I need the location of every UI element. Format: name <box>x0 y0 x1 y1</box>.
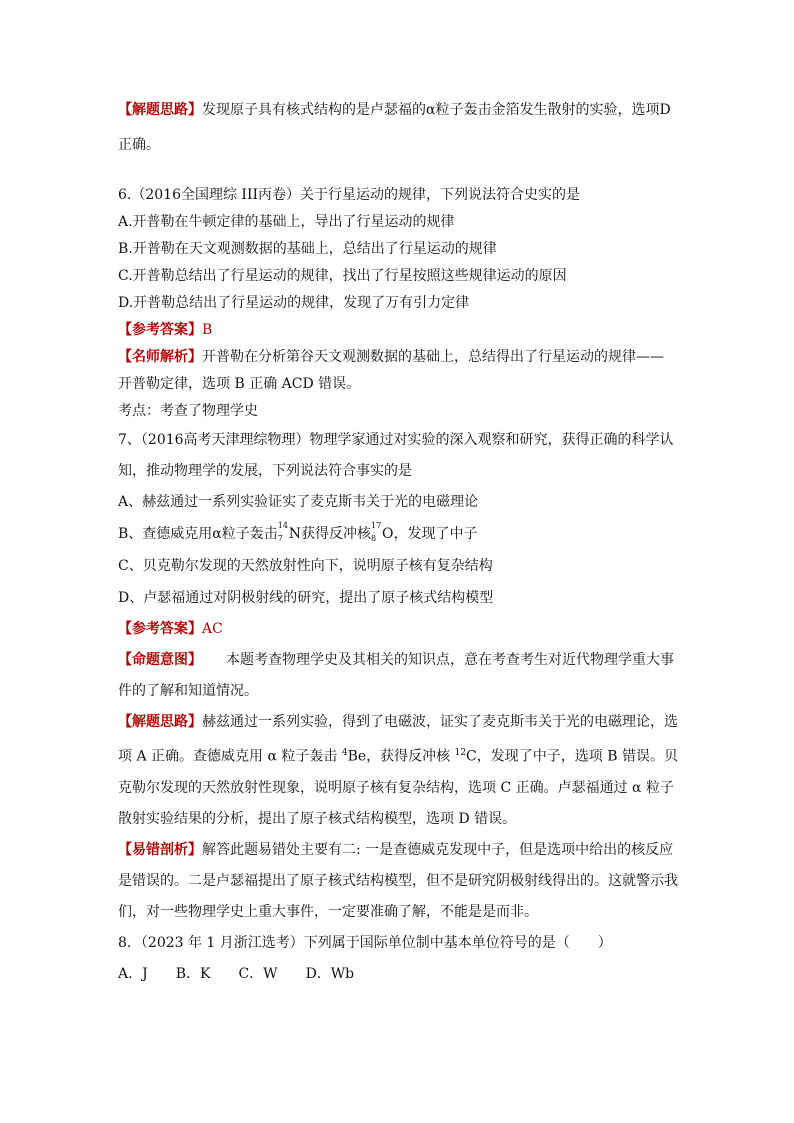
isotope-number: 7 <box>277 534 283 543</box>
question-7-idea-line1 <box>118 712 683 732</box>
question-7-intent-line2: 件的了解和知道情况。 <box>118 683 258 699</box>
question-6-option-b: B.开普勒在天文观测数据的基础上，总结出了行星运动的规律 <box>118 241 497 257</box>
analysis-text: 开普勒在分析第谷天文观测数据的基础上，总结得出了行星运动的规律—— <box>202 349 664 365</box>
intent-tag: 【命题意图】 <box>118 652 202 668</box>
idea-text: 赫兹通过一系列实验，得到了电磁波，证实了麦克斯韦关于光的电磁理论，选 <box>202 714 678 730</box>
analysis-tag: 【名师解析】 <box>118 349 202 365</box>
question-7-option-c: C、贝克勒尔发现的天然放射性向下，说明原子核有复杂结构 <box>118 558 493 574</box>
question-7-option-b <box>118 521 683 544</box>
question-7-idea-line2 <box>118 743 683 767</box>
isotope-mass: 14 <box>277 521 288 530</box>
answer-value: AC <box>202 621 223 637</box>
option-b-middle: 获得反冲核 <box>301 526 371 542</box>
question-7-idea-line3: 克勒尔发现的天然放射性现象，说明原子核有复杂结构，选项 C 正确。卢瑟福通过 α 粒子 <box>118 779 674 796</box>
question-6-point: 考点：考查了物理学史 <box>118 403 258 419</box>
nitrogen-isotope <box>277 521 288 543</box>
question-7-option-a: A、赫兹通过一系列实验证实了麦克斯韦关于光的电磁理论 <box>118 494 479 510</box>
prev-solution-line1 <box>118 100 683 120</box>
solution-tag: 【解题思路】 <box>118 102 202 118</box>
intent-text: 本题考查物理学史及其相关的知识点，意在考查考生对近代物理学重大事 <box>226 652 674 668</box>
question-7-answer <box>118 619 683 639</box>
option-b-prefix: B、查德威克用α粒子轰击 <box>118 526 278 542</box>
idea-tag: 【解题思路】 <box>118 714 202 730</box>
beryllium-text: Be，获得反冲核 <box>347 748 455 765</box>
question-7-error-line3: 们，对一些物理学史上重大事件，一定要准确了解，不能是是而非。 <box>118 903 538 920</box>
answer-value: B <box>202 322 213 338</box>
question-6-option-a: A.开普勒在牛顿定律的基础上，导出了行星运动的规律 <box>118 214 455 230</box>
oxygen-isotope <box>371 521 382 543</box>
isotope-number: 8 <box>371 534 377 543</box>
question-6-analysis-line2: 开普勒定律，选项 B 正确 ACD 错误。 <box>118 376 361 392</box>
question-7-stem-line2: 知，推动物理学的发展，下列说法符合事实的是 <box>118 463 412 479</box>
question-7-error-line2: 是错误的。二是卢瑟福提出了原子核式结构模型，但不是研究阴极射线得出的。这就警示我 <box>118 872 678 889</box>
question-6-stem: 6.（2016全国理综 III丙卷）关于行星运动的规律，下列说法符合史实的是 <box>118 187 581 203</box>
oxygen-symbol: O <box>382 526 394 542</box>
question-6-analysis-line1 <box>118 347 683 367</box>
document-page <box>118 100 683 984</box>
answer-tag: 【参考答案】 <box>118 621 202 637</box>
beryllium-mass: 4 <box>341 748 348 758</box>
answer-tag: 【参考答案】 <box>118 322 202 338</box>
question-7-stem-line1: 7、（2016高考天津理综物理）物理学家通过对实验的深入观察和研究，获得正确的科学认 <box>118 432 674 448</box>
option-b-suffix: ，发现了中子 <box>393 526 478 542</box>
question-8-stem: 8．（2023 年 1 月浙江选考）下列属于国际单位制中基本单位符号的是（ ） <box>118 934 612 951</box>
nitrogen-symbol: N <box>288 526 301 542</box>
question-7-intent-line1 <box>118 650 683 670</box>
error-tag: 【易错剖析】 <box>118 841 202 858</box>
carbon-mass: 12 <box>454 748 467 758</box>
question-7-error-line1 <box>118 840 683 860</box>
idea-line2-prefix: 项 A 正确。查德威克用 α 粒子轰击 <box>118 748 342 765</box>
solution-text: 发现原子具有核式结构的是卢瑟福的α粒子轰击金箔发生散射的实验，选项D <box>202 102 671 118</box>
question-8-options: A．J B．K C．W D．Wb <box>118 965 355 982</box>
question-6-option-c: C.开普勒总结出了行星运动的规律，找出了行星按照这些规律运动的原因 <box>118 268 567 284</box>
error-text: 解答此题易错处主要有二: 一是查德威克发现中子，但是选项中给出的核反应 <box>202 841 674 858</box>
prev-solution-line2: 正确。 <box>118 137 160 153</box>
question-7-option-d: D、卢瑟福通过对阴极射线的研究，提出了原子核式结构模型 <box>118 590 494 606</box>
spacer <box>118 155 683 185</box>
question-6-option-d: D.开普勒总结出了行星运动的规律，发现了万有引力定律 <box>118 295 470 311</box>
question-6-answer <box>118 320 683 340</box>
isotope-mass: 17 <box>371 521 382 530</box>
idea-line2-suffix: C，发现了中子，选项 B 错误。贝 <box>466 748 678 765</box>
question-7-idea-line4: 散射实验结果的分析，提出了原子核式结构模型，选项 D 错误。 <box>118 810 517 827</box>
